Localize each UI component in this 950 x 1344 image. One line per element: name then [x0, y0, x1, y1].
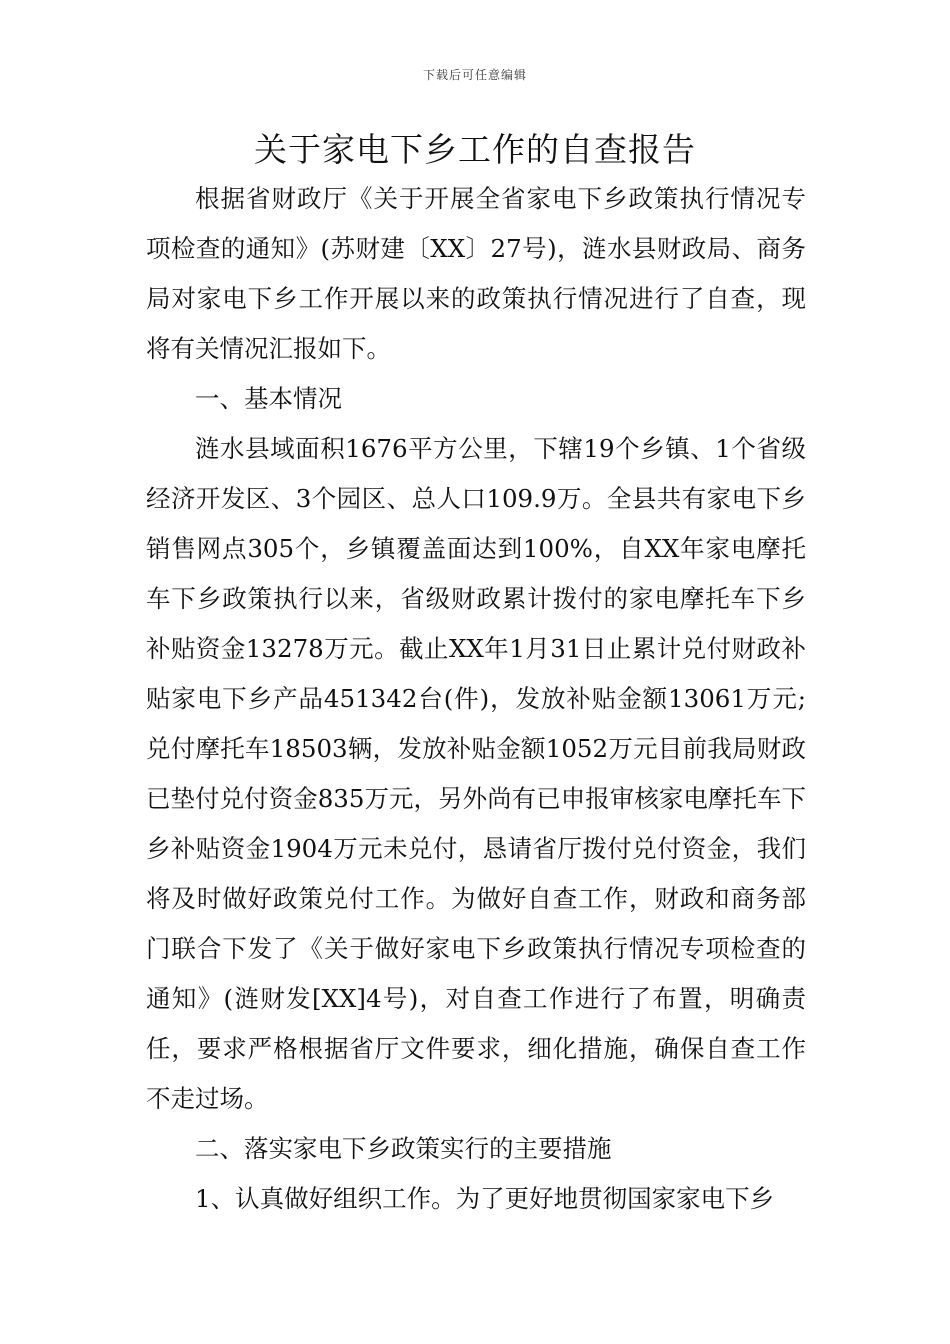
- section-heading-main-measures: 二、落实家电下乡政策实行的主要措施: [195, 1134, 612, 1163]
- document-body: [146, 174, 806, 1224]
- paragraph-basic-situation: 涟水县域面积1676平方公里，下辖19个乡镇、1个省级经济开发区、3个园区、总人口109.9万。全县共有家电下乡销售网点305个，乡镇覆盖面达到100%，自XX年家电摩托车下乡政策执行以来，省级财政累计拨付的家电摩托车下乡补贴资金13278万元。截止XX年1月31日止累计兑付财政补贴家电下乡产品451342台(件)，发放补贴金额13061万元;兑付摩托车18503辆，发放补贴金额1052万元目前我局财政已垫付兑付资金835万元，另外尚有已申报审核家电摩托车下乡补贴资金1904万元未兑付，恳请省厅拨付兑付资金，我们将及时做好政策兑付工作。为做好自查工作，财政和商务部门联合下发了《关于做好家电下乡政策执行情况专项检查的通知》(涟财发[XX]4号)，对自查工作进行了布置，明确责任，要求严格根据省厅文件要求，细化措施，确保自查工作不走过场。: [146, 434, 806, 1113]
- paragraph-organization-work: 1、认真做好组织工作。为了更好地贯彻国家家电下乡: [195, 1184, 775, 1213]
- section-heading-basic-situation: 一、基本情况: [195, 384, 342, 413]
- paragraph-intro: 根据省财政厅《关于开展全省家电下乡政策执行情况专项检查的通知》(苏财建〔XX〕27号)，涟水县财政局、商务局对家电下乡工作开展以来的政策执行情况进行了自查，现将有关情况汇报如下。: [146, 184, 806, 363]
- header-note: 下载后可任意编辑: [422, 68, 527, 82]
- document-title: 关于家电下乡工作的自查报告: [254, 130, 696, 169]
